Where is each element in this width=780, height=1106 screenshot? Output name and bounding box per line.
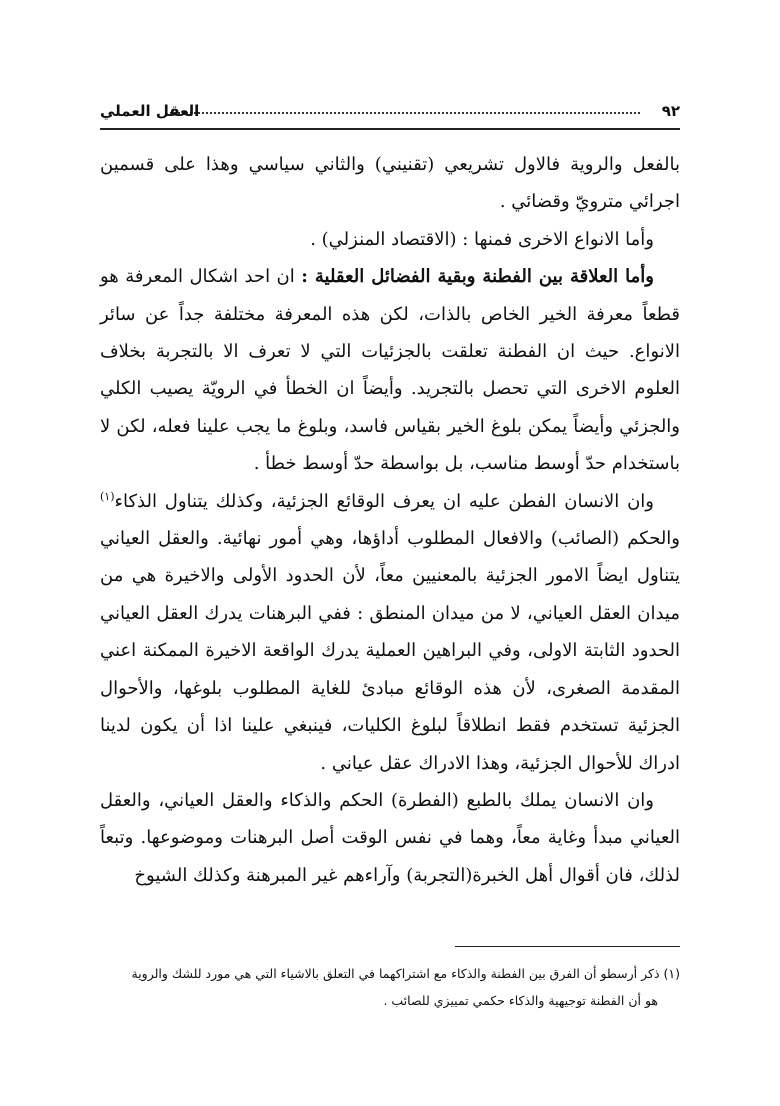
paragraph-3-text: ان احد اشكال المعرفة هو قطعاً معرفة الخير الخاص بالذات، لكن هذه المعرفة مختلفة جداً عن سائر الانواع. حيث ان الفطنة تعلقت بالجزئيات التي لا تعرف الا بالتجربة بخلاف العلوم الاخرى التي تحصل بالتجريد. وأيضاً ان الخطأ في الرويّة يصيب الكلي والجزئي وأيضاً يمكن بلوغ الخير بقياس فاسد، وبلوغ ما يجب علينا فعله، لكن لا باستخدام حدّ أوسط مناسب، بل بواسطة حدّ أوسط خطأ .: [100, 266, 680, 475]
paragraph-4-start: وان الانسان الفطن عليه ان يعرف الوقائع الجزئية، وكذلك يتناول الذكاء: [114, 490, 654, 512]
page-number: ٩٢: [661, 102, 680, 120]
running-header: [100, 100, 680, 130]
header-dot-leader: [170, 112, 640, 114]
paragraph-3-heading: وأما العلاقة بين الفطنة وبقية الفضائل العقلية :: [301, 266, 654, 288]
footnote-line-1: (١) ذكر أرسطو أن الفرق بين الفطنة والذكاء مع اشتراكهما في التعلق بالاشياء التي هي مورد للشك والروية: [131, 966, 680, 981]
footnote-divider: [455, 946, 680, 947]
footnote-line-2: هو أن الفطنة توجيهية والذكاء حكمي تمييزي للصائب .: [383, 993, 658, 1008]
main-text: [100, 146, 680, 894]
paragraph-2: وأما الانواع الاخرى فمنها : (الاقتصاد المنزلي) .: [310, 228, 654, 250]
paragraph-3: [100, 258, 680, 482]
paragraph-5: وان الانسان يملك بالطبع (الفطرة) الحكم والذكاء والعقل العياني، والعقل العياني مبدأ وغاية معاً، وهما في نفس الوقت أصل البرهنات وموضوعها. وتبعاً لذلك، فان أقوال أهل الخبرة(التجربة) وآراءهم غير المبرهنة وكذلك الشيوخ: [100, 789, 680, 886]
paragraph-4: [100, 483, 680, 782]
footnote: [100, 960, 680, 1014]
footnote-marker: (١): [100, 489, 115, 503]
paragraph-4-rest: والحكم (الصائب) والافعال المطلوب أداؤها، وهي أمور نهائية. والعقل العياني يتناول ايضاً الامور الجزئية بالمعنيين معاً، لأن الحدود الأولى والاخيرة هي من ميدان العقل العياني، لا من ميدان المنطق : ففي البرهنات يدرك العقل العياني الحدود الثابتة الاولى، وفي البراهين العملية يدرك الواقعة الاخيرة الممكنة اعني المقدمة الصغرى، لأن هذه الوقائع مبادئ للغاية المطلوب بلوغها، والأحوال الجزئية تستخدم فقط انطلاقاً لبلوغ الكليات، فينبغي علينا اذا أن يكون لدينا ادراك للأحوال الجزئية، وهذا الادراك عقل عياني .: [100, 528, 680, 774]
paragraph-1: بالفعل والروية فالاول تشريعي (تقنيني) والثاني سياسي وهذا على قسمين اجرائي مترويّ وقضائي .: [100, 154, 680, 213]
running-title: العقل العملي: [100, 102, 200, 120]
